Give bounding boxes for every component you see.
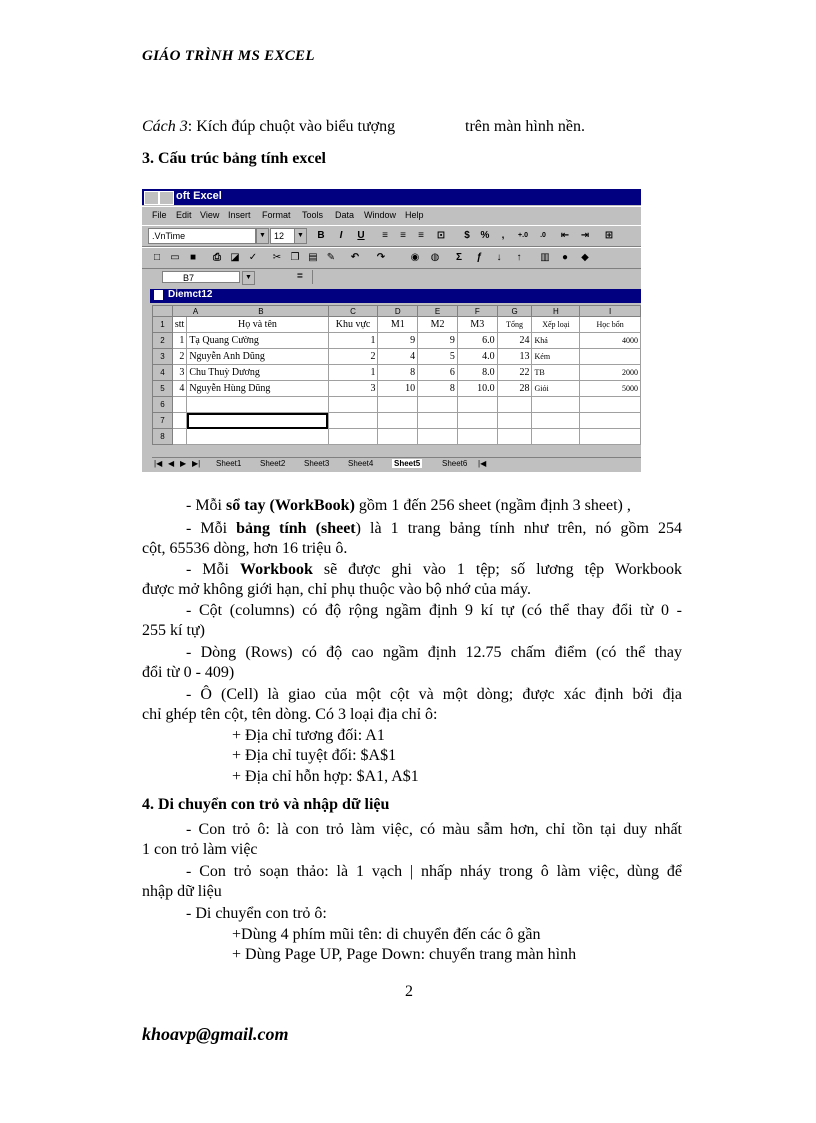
move-arrows: +Dùng 4 phím mũi tên: di chuyển đến các ô gần xyxy=(232,926,541,943)
save-icon[interactable]: ■ xyxy=(189,252,197,263)
increase-indent-icon[interactable]: ⇥ xyxy=(580,230,590,241)
menu-tools[interactable]: Tools xyxy=(302,210,324,220)
column-header-d[interactable]: D xyxy=(378,306,418,317)
cell[interactable] xyxy=(497,429,532,445)
table-row xyxy=(153,365,641,381)
web-toolbar-icon[interactable]: ◍ xyxy=(430,252,440,263)
cell[interactable]: 6 xyxy=(418,365,458,381)
addr-mixed: + Địa chỉ hỗn hợp: $A1, A$1 xyxy=(232,768,419,785)
method-tail: trên màn hình nền. xyxy=(465,118,585,135)
bold-button[interactable]: B xyxy=(317,230,325,241)
cell[interactable]: 4000 xyxy=(580,333,641,349)
font-name-box[interactable]: .VnTime xyxy=(148,228,256,244)
sheet-tab-1[interactable]: Sheet1 xyxy=(216,459,242,468)
para-sheet-l2: cột, 65536 dòng, hơn 16 triệu ô. xyxy=(142,540,348,557)
cell[interactable] xyxy=(328,413,378,429)
table-row xyxy=(153,397,641,413)
chart-wizard-icon[interactable]: ▥ xyxy=(540,252,550,263)
excel-title-bar xyxy=(142,189,641,205)
cell[interactable]: 4 xyxy=(378,349,418,365)
decrease-decimal-icon[interactable]: .0 xyxy=(540,232,546,239)
excel-window-title: oft Excel xyxy=(176,190,222,202)
paste-icon[interactable]: ▤ xyxy=(308,252,318,263)
cell[interactable] xyxy=(497,397,532,413)
row-header[interactable]: 3 xyxy=(153,349,173,365)
table-row xyxy=(153,381,641,397)
currency-icon[interactable]: $ xyxy=(464,230,470,241)
para-sheet-l1: - Mỗi bảng tính (sheet) là 1 trang bảng tính như trên, nó gồm 254 xyxy=(186,520,683,537)
para-cell-l2: chỉ ghép tên cột, tên dòng. Có 3 loại địa chỉ ô: xyxy=(142,706,438,723)
cell[interactable] xyxy=(580,429,641,445)
formatting-toolbar xyxy=(142,225,641,247)
cell[interactable]: Chu Thuỳ Dương xyxy=(187,365,328,381)
sheet-tab-5-active[interactable]: Sheet5 xyxy=(394,459,421,468)
addr-relative: + Địa chỉ tương đối: A1 xyxy=(232,727,385,744)
formula-input[interactable] xyxy=(312,270,641,284)
cell[interactable] xyxy=(532,413,580,429)
column-header-f[interactable]: F xyxy=(457,306,497,317)
cell[interactable]: 4 xyxy=(172,381,186,397)
cell[interactable]: Kém xyxy=(532,349,580,365)
cut-icon[interactable]: ✂ xyxy=(272,252,282,263)
percent-icon[interactable]: % xyxy=(480,230,490,241)
cell[interactable] xyxy=(532,397,580,413)
para-columns-l2: 255 kí tự) xyxy=(142,622,205,639)
undo-icon[interactable]: ↶ xyxy=(350,252,360,263)
menu-edit[interactable]: Edit xyxy=(176,210,192,220)
cursor-edit-l2: nhập dữ liệu xyxy=(142,883,222,900)
para-file-l2: được mở không giới hạn, chỉ phụ thuộc vào bộ nhớ của máy. xyxy=(142,581,531,598)
cell[interactable]: M2 xyxy=(418,317,458,333)
table-row xyxy=(153,349,641,365)
name-box[interactable]: B7 xyxy=(162,271,240,283)
cell[interactable]: 22 xyxy=(497,365,532,381)
cell[interactable]: 5000 xyxy=(580,381,641,397)
cell[interactable]: 10.0 xyxy=(457,381,497,397)
sheet-tab-2[interactable]: Sheet2 xyxy=(260,459,286,468)
move-page: + Dùng Page UP, Page Down: chuyển trang màn hình xyxy=(232,946,577,963)
menu-file[interactable]: File xyxy=(152,210,167,220)
column-header-h[interactable]: H xyxy=(532,306,580,317)
cell[interactable] xyxy=(328,429,378,445)
cell[interactable]: 10 xyxy=(378,381,418,397)
cell[interactable] xyxy=(418,429,458,445)
autosum-icon[interactable]: Σ xyxy=(455,252,462,263)
cell[interactable] xyxy=(580,349,641,365)
font-size-dropdown[interactable]: ▼ xyxy=(294,228,307,244)
cell[interactable] xyxy=(187,397,328,413)
section3-title: 3. Cấu trúc bảng tính excel xyxy=(142,150,326,167)
last-sheet-icon[interactable]: ▶| xyxy=(192,459,201,468)
cell[interactable]: 9 xyxy=(418,333,458,349)
increase-decimal-icon[interactable]: +.0 xyxy=(518,232,528,239)
hyperlink-icon[interactable]: ◉ xyxy=(410,252,420,263)
cell[interactable]: Nguyễn Hùng Dũng xyxy=(187,381,328,397)
cell[interactable] xyxy=(457,413,497,429)
section4-title: 4. Di chuyển con trỏ và nhập dữ liệu xyxy=(142,796,390,813)
cell[interactable]: M3 xyxy=(457,317,497,333)
new-icon[interactable]: □ xyxy=(153,252,161,263)
table-row xyxy=(153,317,641,333)
borders-icon[interactable]: ⊞ xyxy=(604,230,614,241)
sheet-tab-bar xyxy=(152,457,641,471)
menu-data[interactable]: Data xyxy=(335,210,355,220)
addr-absolute: + Địa chỉ tuyệt đối: $A$1 xyxy=(232,747,397,764)
cell[interactable]: Học bổn xyxy=(580,317,641,333)
menu-help[interactable]: Help xyxy=(405,210,424,220)
tab-scroll-handle[interactable]: |◀ xyxy=(478,459,487,468)
sheet-tab-3[interactable]: Sheet3 xyxy=(304,459,330,468)
para-workbook: - Mỗi sổ tay (WorkBook) gồm 1 đến 256 sheet (ngầm định 3 sheet) , xyxy=(186,497,631,514)
excel-app-icon xyxy=(144,191,159,205)
cell[interactable] xyxy=(497,413,532,429)
column-header-a[interactable]: A B xyxy=(172,306,328,317)
merge-center-icon[interactable]: ⊡ xyxy=(436,230,446,241)
cell[interactable] xyxy=(172,397,186,413)
cell[interactable] xyxy=(580,413,641,429)
prev-sheet-icon[interactable]: ◀ xyxy=(168,459,175,468)
cell[interactable] xyxy=(457,429,497,445)
open-icon[interactable]: ▭ xyxy=(170,252,180,263)
workbook-icon xyxy=(154,290,163,300)
cursor-cell-l1: - Con trỏ ô: là con trỏ làm việc, có màu sẫm hơn, chỉ tồn tại duy nhất xyxy=(186,821,682,838)
column-header-i[interactable]: I xyxy=(580,306,641,317)
column-header-e[interactable]: E xyxy=(418,306,458,317)
copy-icon[interactable]: ❐ xyxy=(290,252,300,263)
cell[interactable]: 8.0 xyxy=(457,365,497,381)
next-sheet-icon[interactable]: ▶ xyxy=(180,459,187,468)
cell[interactable] xyxy=(580,397,641,413)
select-all-corner[interactable] xyxy=(153,306,173,317)
method-label: Cách 3 xyxy=(142,118,188,135)
redo-icon[interactable]: ↷ xyxy=(376,252,386,263)
cell[interactable]: 3 xyxy=(172,365,186,381)
table-row xyxy=(153,413,641,429)
cell[interactable]: Tạ Quang Cường xyxy=(187,333,328,349)
row-header[interactable]: 7 xyxy=(153,413,173,429)
font-size-box[interactable]: 12 xyxy=(270,228,295,244)
print-icon[interactable]: ⎙ xyxy=(213,252,221,263)
para-rows-l1: - Dòng (Rows) có độ cao ngầm định 12.75 chấm điểm (có thể thay xyxy=(186,644,682,661)
intro-line xyxy=(142,117,395,136)
font-name-dropdown[interactable]: ▼ xyxy=(256,228,269,244)
active-cell[interactable] xyxy=(187,413,328,429)
workbook-term-2: Workbook xyxy=(239,561,313,578)
cell[interactable] xyxy=(378,429,418,445)
cell[interactable]: 6.0 xyxy=(457,333,497,349)
workbook-title-bar xyxy=(150,289,641,303)
format-painter-icon[interactable]: ✎ xyxy=(326,252,336,263)
excel-menu-bar xyxy=(142,206,641,224)
sheet-term: bảng tính (sheet xyxy=(236,520,356,537)
align-center-icon[interactable]: ≡ xyxy=(400,230,406,241)
menu-view[interactable]: View xyxy=(200,210,220,220)
column-header-row xyxy=(153,306,641,317)
excel-doc-icon xyxy=(159,191,174,205)
para-file-l1: - Mỗi Workbook sẽ được ghi vào 1 tệp; số lương tệp Workbook xyxy=(186,561,683,578)
cell[interactable]: 13 xyxy=(497,349,532,365)
cell[interactable]: 28 xyxy=(497,381,532,397)
function-icon[interactable]: ƒ xyxy=(476,252,482,263)
standard-toolbar xyxy=(142,247,641,269)
first-sheet-icon[interactable]: |◀ xyxy=(154,459,163,468)
table-row xyxy=(153,333,641,349)
cell[interactable]: M1 xyxy=(378,317,418,333)
cell[interactable] xyxy=(187,429,328,445)
cell[interactable]: 2 xyxy=(328,349,378,365)
document-header: GIÁO TRÌNH MS EXCEL xyxy=(142,48,315,64)
cell[interactable]: 1 xyxy=(328,365,378,381)
cell[interactable]: Tổng xyxy=(497,317,532,333)
cell[interactable]: 2000 xyxy=(580,365,641,381)
cell[interactable]: Nguyễn Anh Dũng xyxy=(187,349,328,365)
cell[interactable]: TB xyxy=(532,365,580,381)
cell[interactable]: 2 xyxy=(172,349,186,365)
name-box-dropdown[interactable]: ▼ xyxy=(242,271,255,285)
column-header-c[interactable]: C xyxy=(328,306,378,317)
menu-format[interactable]: Format xyxy=(262,210,291,220)
sheet-tab-4[interactable]: Sheet4 xyxy=(348,459,374,468)
cell[interactable]: 9 xyxy=(378,333,418,349)
sort-ascending-icon[interactable]: ↓ xyxy=(496,252,502,263)
cell[interactable]: 1 xyxy=(172,333,186,349)
formula-bar xyxy=(142,269,641,285)
cell[interactable] xyxy=(172,429,186,445)
cell[interactable] xyxy=(172,413,186,429)
cell[interactable]: Khu vực xyxy=(328,317,378,333)
page-number: 2 xyxy=(405,983,413,1000)
cursor-edit-l1: - Con trỏ soạn thảo: là 1 vạch | nhấp nháy trong ô làm việc, dùng để xyxy=(186,863,682,880)
para-cell-l1: - Ô (Cell) là giao của một cột và một dòng; được xác định bởi địa xyxy=(186,686,682,703)
cell[interactable] xyxy=(328,397,378,413)
cell[interactable]: 24 xyxy=(497,333,532,349)
decrease-indent-icon[interactable]: ⇤ xyxy=(560,230,570,241)
cell[interactable]: 8 xyxy=(418,381,458,397)
cell[interactable] xyxy=(532,429,580,445)
italic-button[interactable]: I xyxy=(339,230,343,241)
cell[interactable]: Xếp loại xyxy=(532,317,580,333)
formula-equals[interactable]: = xyxy=(297,271,303,282)
spelling-icon[interactable]: ✓ xyxy=(248,252,258,263)
cell[interactable]: 4.0 xyxy=(457,349,497,365)
cell[interactable] xyxy=(378,413,418,429)
align-left-icon[interactable]: ≡ xyxy=(382,230,388,241)
workbook-title: Diemct12 xyxy=(168,289,213,300)
excel-screenshot xyxy=(142,189,641,472)
cell[interactable]: 5 xyxy=(418,349,458,365)
cell[interactable]: 8 xyxy=(378,365,418,381)
table-row xyxy=(153,429,641,445)
cell[interactable] xyxy=(418,413,458,429)
cell[interactable] xyxy=(418,397,458,413)
cell[interactable] xyxy=(378,397,418,413)
map-icon[interactable]: ● xyxy=(561,252,569,263)
cell[interactable] xyxy=(457,397,497,413)
menu-window[interactable]: Window xyxy=(364,210,397,220)
cell[interactable]: Khá xyxy=(532,333,580,349)
row-header[interactable]: 2 xyxy=(153,333,173,349)
workbook-term: sổ tay (WorkBook) xyxy=(226,497,355,514)
para-columns-l1: - Cột (columns) có độ rộng ngầm định 9 kí tự (có thể thay đổi từ 0 - xyxy=(186,602,682,619)
sort-descending-icon[interactable]: ↑ xyxy=(516,252,522,263)
row-header[interactable]: 6 xyxy=(153,397,173,413)
row-header[interactable]: 4 xyxy=(153,365,173,381)
drawing-icon[interactable]: ◆ xyxy=(581,252,589,263)
sheet-tab-6[interactable]: Sheet6 xyxy=(442,459,468,468)
cell[interactable]: 3 xyxy=(328,381,378,397)
cell[interactable]: Họ và tên xyxy=(187,317,328,333)
underline-button[interactable]: U xyxy=(357,230,365,241)
cell[interactable]: stt xyxy=(172,317,186,333)
comma-icon[interactable]: , xyxy=(501,230,505,241)
cursor-cell-l2: 1 con trỏ làm việc xyxy=(142,841,258,858)
menu-insert[interactable]: Insert xyxy=(228,210,251,220)
footer-email: khoavp@gmail.com xyxy=(142,1024,289,1044)
align-right-icon[interactable]: ≡ xyxy=(418,230,424,241)
column-header-g[interactable]: G xyxy=(497,306,532,317)
cell[interactable]: Giỏi xyxy=(532,381,580,397)
method-text: : Kích đúp chuột vào biểu tượng xyxy=(187,118,396,135)
para-rows-l2: đổi từ 0 - 409) xyxy=(142,664,235,681)
worksheet-grid xyxy=(152,305,641,445)
row-header[interactable]: 1 xyxy=(153,317,173,333)
print-preview-icon[interactable]: ◪ xyxy=(230,252,240,263)
cell[interactable]: 1 xyxy=(328,333,378,349)
move-cursor: - Di chuyển con trỏ ô: xyxy=(186,905,327,922)
row-header[interactable]: 5 xyxy=(153,381,173,397)
row-header[interactable]: 8 xyxy=(153,429,173,445)
